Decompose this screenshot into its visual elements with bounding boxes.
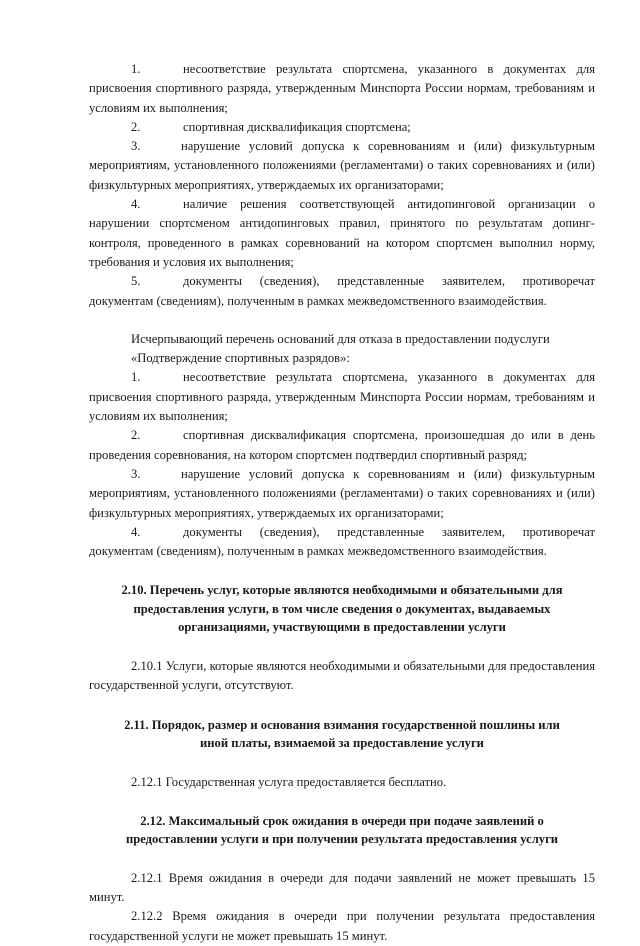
section-2-10-heading-line-3: организациями, участвующими в предоставлении услуги	[178, 620, 506, 635]
section-2-10-heading-line-2: предоставления услуги, в том числе сведения о документах, выдаваемых	[133, 601, 551, 616]
list-b-text-1: несоответствие результата спортсмена, указанного в документах для присвоения спортивного разряда, утвержденным Минспорта России нормам, требованиям и условиям их выполнения;	[89, 370, 595, 424]
section-2-11-heading-line-1: 2.11. Порядок, размер и основания взимания государственной пошлины или	[124, 717, 560, 732]
list-a-num-3: 3.	[131, 139, 141, 154]
list-a-text-4: наличие решения соответствующей антидопинговой организации о нарушении спортсменом антидопинговых правил, принятого по результатам допинг-контроля, проведенного в рамках соревнований на котором спортсмен выполнил норму, требования и условия их выполнения;	[89, 197, 595, 269]
section-2-10-paragraph: 2.10.1 Услуги, которые являются необходимыми и обязательными для предоставления государственной услуги, отсутствуют.	[89, 658, 595, 693]
section-2-11-heading	[89, 716, 595, 753]
list-b-item-1	[89, 368, 595, 426]
section-2-10-heading	[89, 581, 595, 637]
section-2-11	[89, 716, 595, 792]
list-b-text-3: нарушение условий допуска к соревнованиям и (или) физкультурным мероприятиям, установленного положениями (регламентами) о таких соревнованиях и (или) физкультурных мероприятиях, утверждаемых их организаторами;	[89, 466, 595, 520]
list-a-item-2	[89, 118, 595, 137]
list-b-intro-line-1: Исчерпывающий перечень оснований для отказа в предоставлении подуслуги	[131, 331, 550, 346]
refusal-list-a	[89, 60, 595, 311]
refusal-list-b	[89, 330, 595, 562]
section-2-10-heading-line-1: 2.10. Перечень услуг, которые являются необходимыми и обязательными для	[121, 583, 563, 598]
list-a-item-1	[89, 60, 595, 118]
section-2-12	[89, 812, 595, 946]
section-2-12-paragraph-1: 2.12.1 Время ожидания в очереди для подачи заявлений не может превышать 15 минут.	[89, 870, 595, 905]
list-b-num-1: 1.	[131, 370, 141, 385]
list-b-item-3	[89, 465, 595, 523]
page-content	[89, 60, 595, 946]
list-a-item-4	[89, 195, 595, 272]
list-b-num-2: 2.	[131, 428, 141, 443]
section-2-12-heading-line-1: 2.12. Максимальный срок ожидания в очереди при подаче заявлений о	[140, 813, 544, 828]
list-b-item-2	[89, 426, 595, 465]
list-b-text-4: документы (сведения), представленные заявителем, противоречат документам (сведениям), полученным в рамках межведомственного взаимодействия.	[89, 524, 595, 559]
section-2-11-paragraph: 2.12.1 Государственная услуга предоставляется бесплатно.	[131, 774, 447, 789]
list-a-text-5: документы (сведения), представленные заявителем, противоречат документам (сведениям), полученным в рамках межведомственного взаимодействия.	[89, 274, 595, 308]
section-2-12-paragraph-2: 2.12.2 Время ожидания в очереди при получении результата предоставления государственной услуги не может превышать 15 минут.	[89, 909, 595, 943]
list-b-item-4	[89, 523, 595, 562]
section-2-11-heading-line-2: иной платы, взимаемой за предоставление услуги	[200, 736, 484, 751]
list-a-item-3	[89, 137, 595, 195]
section-2-10	[89, 581, 595, 695]
section-2-12-heading	[89, 812, 595, 849]
list-a-num-5: 5.	[131, 274, 141, 289]
list-a-num-1: 1.	[131, 62, 141, 76]
list-a-item-5	[89, 272, 595, 311]
list-a-num-2: 2.	[131, 119, 141, 134]
list-b-num-3: 3.	[131, 466, 141, 481]
list-b-num-4: 4.	[131, 524, 141, 539]
section-2-12-heading-line-2: предоставлении услуги и при получении результата предоставления услуги	[125, 832, 559, 847]
list-a-text-3: нарушение условий допуска к соревнованиям и (или) физкультурным мероприятиям, установленного положениями (регламентами) о таких соревнованиях и (или) физкультурных мероприятиях, утверждаемых их организаторами;	[89, 139, 595, 192]
list-a-text-2: спортивная дисквалификация спортсмена;	[183, 119, 411, 134]
list-a-num-4: 4.	[131, 197, 141, 212]
list-b-text-2: спортивная дисквалификация спортсмена, произошедшая до или в день проведения соревнования, на котором спортсмен подтвердил спортивный разряд;	[89, 428, 595, 462]
list-b-intro-line-2: «Подтверждение спортивных разрядов»:	[131, 351, 350, 366]
list-a-text-1: несоответствие результата спортсмена, указанного в документах для присвоения спортивного разряда, утвержденным Минспорта России нормам, требованиям и условиям их выполнения;	[89, 62, 595, 115]
